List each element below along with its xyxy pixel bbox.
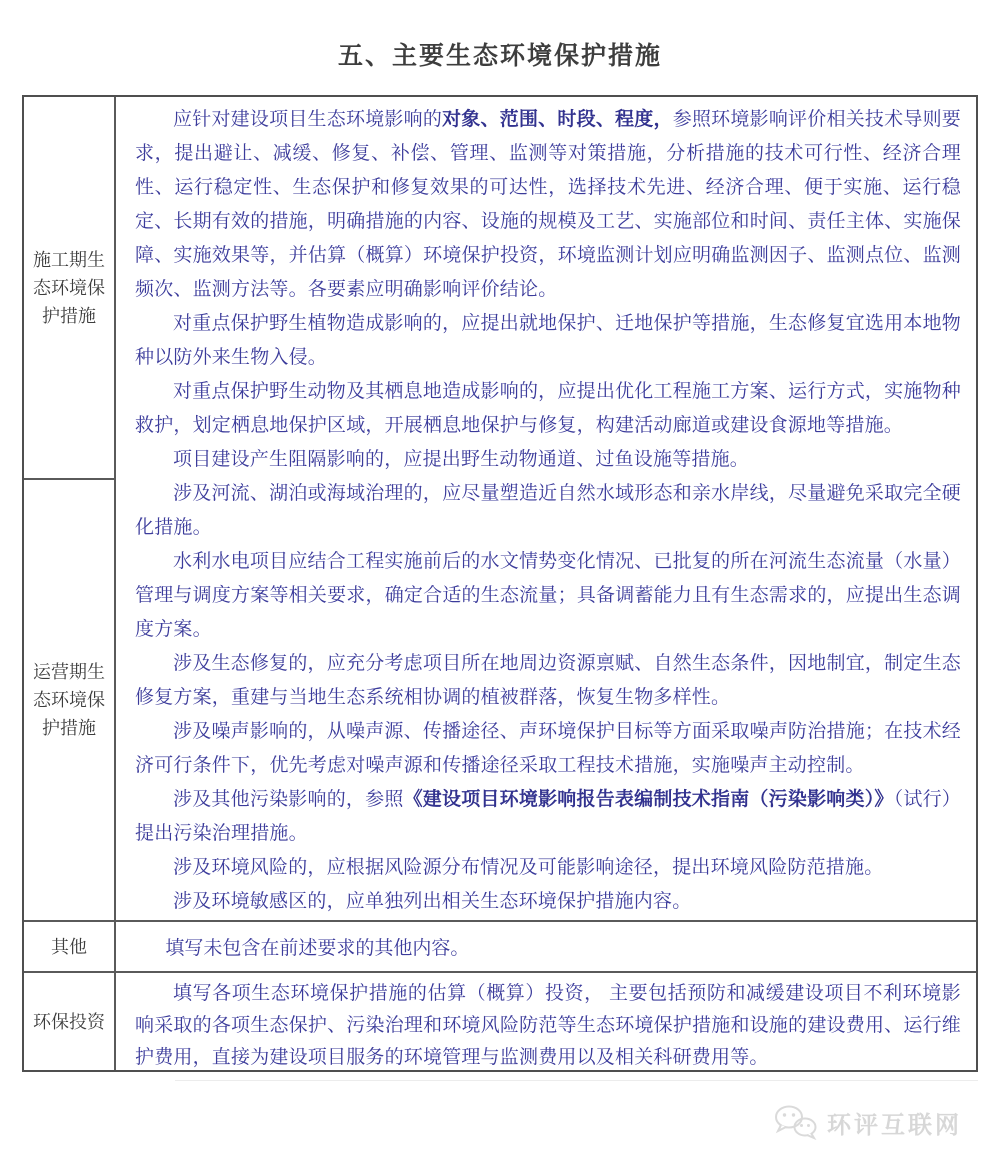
measure-paragraph: 涉及其他污染影响的，参照《建设项目环境影响报告表编制技术指南（污染影响类）》（试行）提出污染治理措施。 — [135, 789, 961, 844]
row-label-investment: 环保投资 — [24, 973, 116, 1070]
row-label-text: 运营期生态环境保护措施 — [33, 662, 105, 738]
measure-paragraph: 涉及河流、湖泊或海域治理的，应尽量塑造近自然水域形态和亲水岸线，尽量避免采取完全硬化措施。 — [135, 483, 961, 538]
measure-paragraph: 应针对建设项目生态环境影响的对象、范围、时段、程度，参照环境影响评价相关技术导则要求，提出避让、减缓、修复、补偿、管理、监测等对策措施，分析措施的技术可行性、经济合理性、运行稳定性、生态保护和修复效果的可达性，选择技术先进、经济合理、便于实施、运行稳定、长期有效的措施，明确措施的内容、设施的规模及工艺、实施部位和时间、责任主体、实施保障、实施效果等，并估算（概算）环境保护投资，环境监测计划应明确监测因子、监测点位、监测频次、监测方法等。各要素应明确影响评价结论。 — [135, 109, 961, 300]
row-label-text: 施工期生态环境保护措施 — [33, 249, 105, 326]
other-content-text: 填写未包含在前述要求的其他内容。 — [165, 938, 470, 959]
watermark — [773, 1104, 962, 1140]
row-label-other: 其他 — [24, 922, 116, 971]
measure-paragraph: 项目建设产生阻隔影响的，应提出野生动物通道、过鱼设施等措施。 — [173, 449, 750, 470]
row-label-construction-period — [24, 97, 114, 480]
page-title: 五、主要生态环境保护措施 — [337, 42, 662, 70]
row-label-operation-period — [24, 480, 114, 920]
table-row-investment — [24, 971, 976, 1070]
measures-table — [22, 95, 978, 1072]
label-column — [24, 97, 116, 920]
watermark-text: 环评互联网 — [827, 1111, 962, 1139]
measure-paragraph: 水利水电项目应结合工程实施前后的水文情势变化情况、已批复的所在河流生态流量（水量）管理与调度方案等相关要求，确定合适的生态流量；具备调蓄能力且有生态需求的，应提出生态调度方案。 — [135, 551, 961, 640]
table-row-other — [24, 920, 976, 971]
measure-paragraph: 涉及生态修复的，应充分考虑项目所在地周边资源禀赋、自然生态条件，因地制宜，制定生态修复方案，重建与当地生态系统相协调的植被群落，恢复生物多样性。 — [135, 653, 961, 708]
measure-paragraph: 涉及噪声影响的，从噪声源、传播途径、声环境保护目标等方面采取噪声防治措施；在技术经济可行条件下，优先考虑对噪声源和传播途径采取工程技术措施，实施噪声主动控制。 — [135, 721, 961, 776]
measure-paragraph: 对重点保护野生动物及其栖息地造成影响的，应提出优化工程施工方案、运行方式，实施物种救护，划定栖息地保护区域，开展栖息地保护与修复，构建活动廊道或建设食源地等措施。 — [135, 381, 961, 436]
measure-paragraph: 涉及环境敏感区的，应单独列出相关生态环境保护措施内容。 — [173, 891, 692, 912]
page-divider-line — [175, 1080, 978, 1081]
wechat-bubbles-icon — [773, 1104, 819, 1140]
measures-content-cell — [116, 97, 976, 920]
measure-paragraph: 对重点保护野生植物造成影响的，应提出就地保护、迁地保护等措施，生态修复宜选用本地物种以防外来生物入侵。 — [135, 313, 961, 368]
other-content-cell — [116, 922, 976, 971]
investment-content-text: 填写各项生态环境保护措施的估算（概算）投资， 主要包括预防和减缓建设项目不利环境影响采取的各项生态保护、污染治理和环境风险防范等生态环境保护措施和设施的建设费用、运行维护费用，直接为建设项目服务的环境管理与监测费用以及相关科研费用等。 — [135, 983, 961, 1068]
investment-content-cell — [116, 973, 976, 1070]
measure-paragraph: 涉及环境风险的，应根据风险源分布情况及可能影响途径，提出环境风险防范措施。 — [173, 857, 884, 878]
table-row-main — [24, 97, 976, 920]
